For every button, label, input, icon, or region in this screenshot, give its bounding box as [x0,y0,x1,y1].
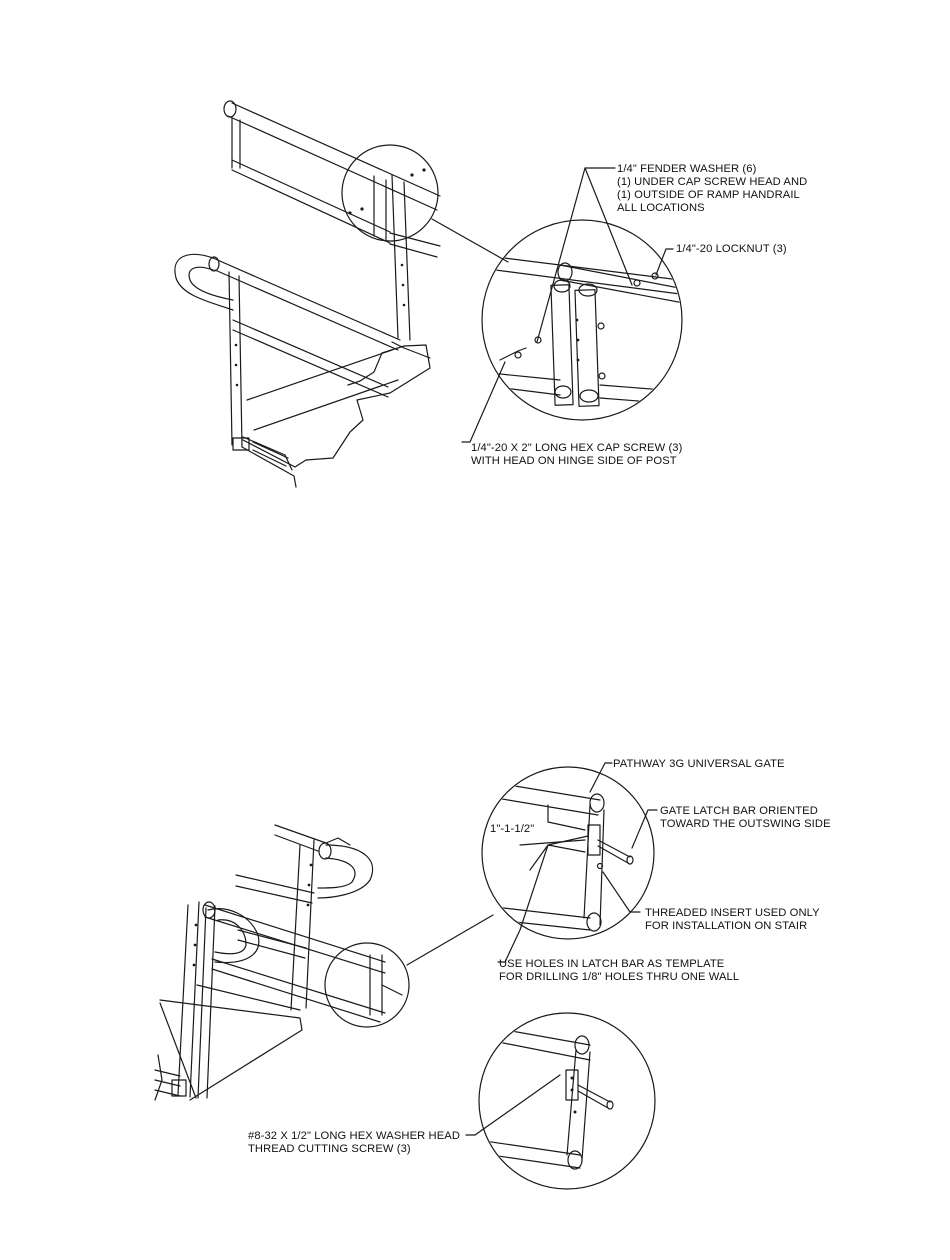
screw-line-2: THREAD CUTTING SCREW (3) [248,1143,411,1155]
top-ramp-assembly [175,101,508,487]
latch-bar-line-1: GATE LATCH BAR ORIENTED [660,805,818,817]
cap-screw-line-2: WITH HEAD ON HINGE SIDE OF POST [471,455,677,467]
dimension-label: 1"-1-1/2" [490,823,535,835]
top-hinge-detail [480,220,700,420]
bottom-screw-detail [478,1013,655,1189]
top-labels [471,163,807,467]
fender-washer-line-3: (1) OUTSIDE OF RAMP HANDRAIL [617,189,800,201]
latch-bar-line-2: TOWARD THE OUTSWING SIDE [660,818,831,830]
threaded-insert-line-2: FOR INSTALLATION ON STAIR [645,920,808,932]
fender-washer-line-4: ALL LOCATIONS [617,202,705,214]
bottom-stair-assembly [155,825,493,1100]
screw-line-1: #8-32 X 1/2" LONG HEX WASHER HEAD [248,1130,461,1142]
fender-washer-line-2: (1) UNDER CAP SCREW HEAD AND [617,176,808,188]
locknut-label: 1/4"-20 LOCKNUT (3) [676,243,787,255]
gate-label: PATHWAY 3G UNIVERSAL GATE [613,758,785,770]
cap-screw-line-1: 1/4"-20 X 2" LONG HEX CAP SCREW (3) [471,442,683,454]
bottom-leaders [466,763,657,1135]
threaded-insert-line-1: THREADED INSERT USED ONLY [645,907,820,919]
fender-washer-line-1: 1/4" FENDER WASHER (6) [617,163,757,175]
bottom-latch-detail [478,767,654,939]
holes-line-1: USE HOLES IN LATCH BAR AS TEMPLATE [499,958,725,970]
holes-line-2: FOR DRILLING 1/8" HOLES THRU ONE WALL [499,971,740,983]
